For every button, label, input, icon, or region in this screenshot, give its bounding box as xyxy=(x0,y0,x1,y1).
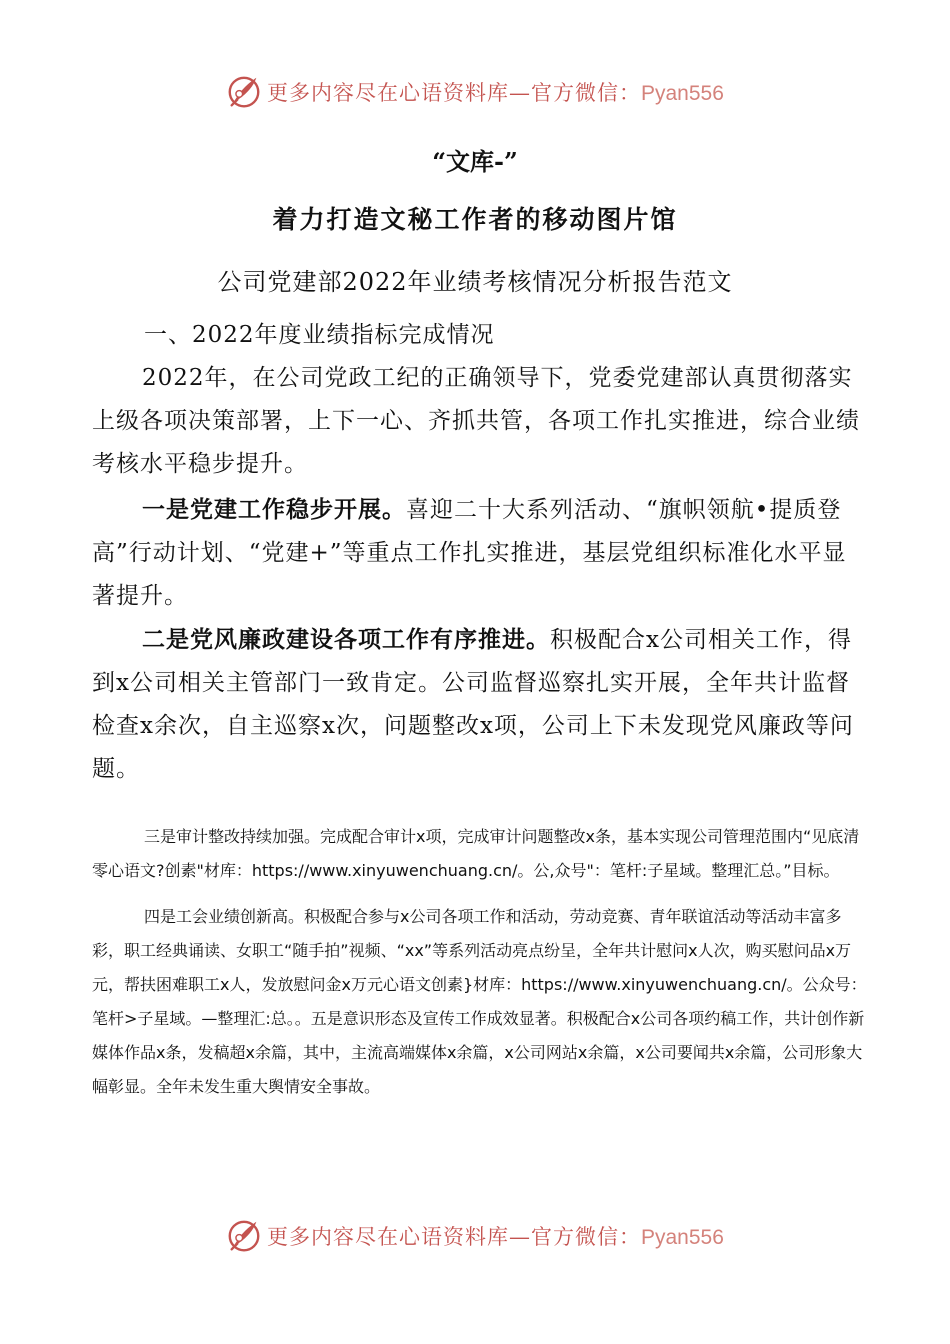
item-2-lead: 二是党风廉政建设各项工作有序推进。 xyxy=(142,626,550,653)
item-paragraph-3: 三是审计整改持续加强。完成配合审计x项，完成审计问题整改x条，基本实现公司管理范围内“见底清零心语文?创素"材库：https://www.xinyuwenchuang.cn/。公,众号"：笔杆:子星域。整理汇总。”目标。 xyxy=(92,827,860,880)
item-2-text: 积极配合x公司相关工作，得到x公司相关主管部门一致肯定。公司监督巡察扎实开展，全年共计监督检查x余次，自主巡察x次，问题整改x项，公司上下未发现党风廉政等问题。 xyxy=(92,627,854,782)
item-paragraph-2 xyxy=(92,618,862,791)
wechat-id: Pyan556 xyxy=(641,82,724,105)
subtitle: 着力打造文秘工作者的移动图片馆 xyxy=(272,205,678,234)
watermark-header xyxy=(225,72,724,112)
watermark-text: 更多内容尽在心语资料库—官方微信：Pyan556 xyxy=(267,1225,724,1249)
watermark-footer xyxy=(225,1216,724,1256)
item-paragraph-1 xyxy=(92,488,862,618)
item-1-lead: 一是党建工作稳步开展。 xyxy=(142,496,406,523)
quote-title: “文库-” xyxy=(432,147,518,176)
quill-logo-icon xyxy=(225,73,263,111)
quill-logo-icon xyxy=(225,1217,263,1255)
section-heading: 一、2022年度业绩指标完成情况 xyxy=(144,322,495,348)
document-title: 公司党建部2022年业绩考核情况分析报告范文 xyxy=(217,268,733,296)
wechat-id: Pyan556 xyxy=(641,1226,724,1249)
intro-paragraph: 2022年，在公司党政工纪的正确领导下，党委党建部认真贯彻落实上级各项决策部署，上下一心、齐抓共管，各项工作扎实推进，综合业绩考核水平稳步提升。 xyxy=(92,365,860,477)
item-paragraph-4: 四是工会业绩创新高。积极配合参与x公司各项工作和活动，劳动竞赛、青年联谊活动等活动丰富多彩，职工经典诵读、女职工“随手拍”视频、“xx”等系列活动亮点纷呈，全年共计慰问x人次，购买慰问品x万元，帮扶困难职工x人，发放慰问金x万元心语文创素}材库：https://www.xinyuwenchuang.cn/。公众号：笔杆>子星域。—整理汇:总。。五是意识形态及宣传工作成效显著。积极配合x公司各项约稿工作，共计创作新媒体作品x条，发稿超x余篇，其中，主流高端媒体x余篇，x公司网站x余篇，x公司要闻共x余篇，公司形象大幅彰显。全年未发生重大舆情安全事故。 xyxy=(92,907,867,1096)
item-1-text: 喜迎二十大系列活动、“旗帜领航•提质登高”行动计划、“党建+”等重点工作扎实推进，基层党组织标准化水平显著提升。 xyxy=(92,497,847,609)
watermark-text: 更多内容尽在心语资料库—官方微信：Pyan556 xyxy=(267,81,724,105)
